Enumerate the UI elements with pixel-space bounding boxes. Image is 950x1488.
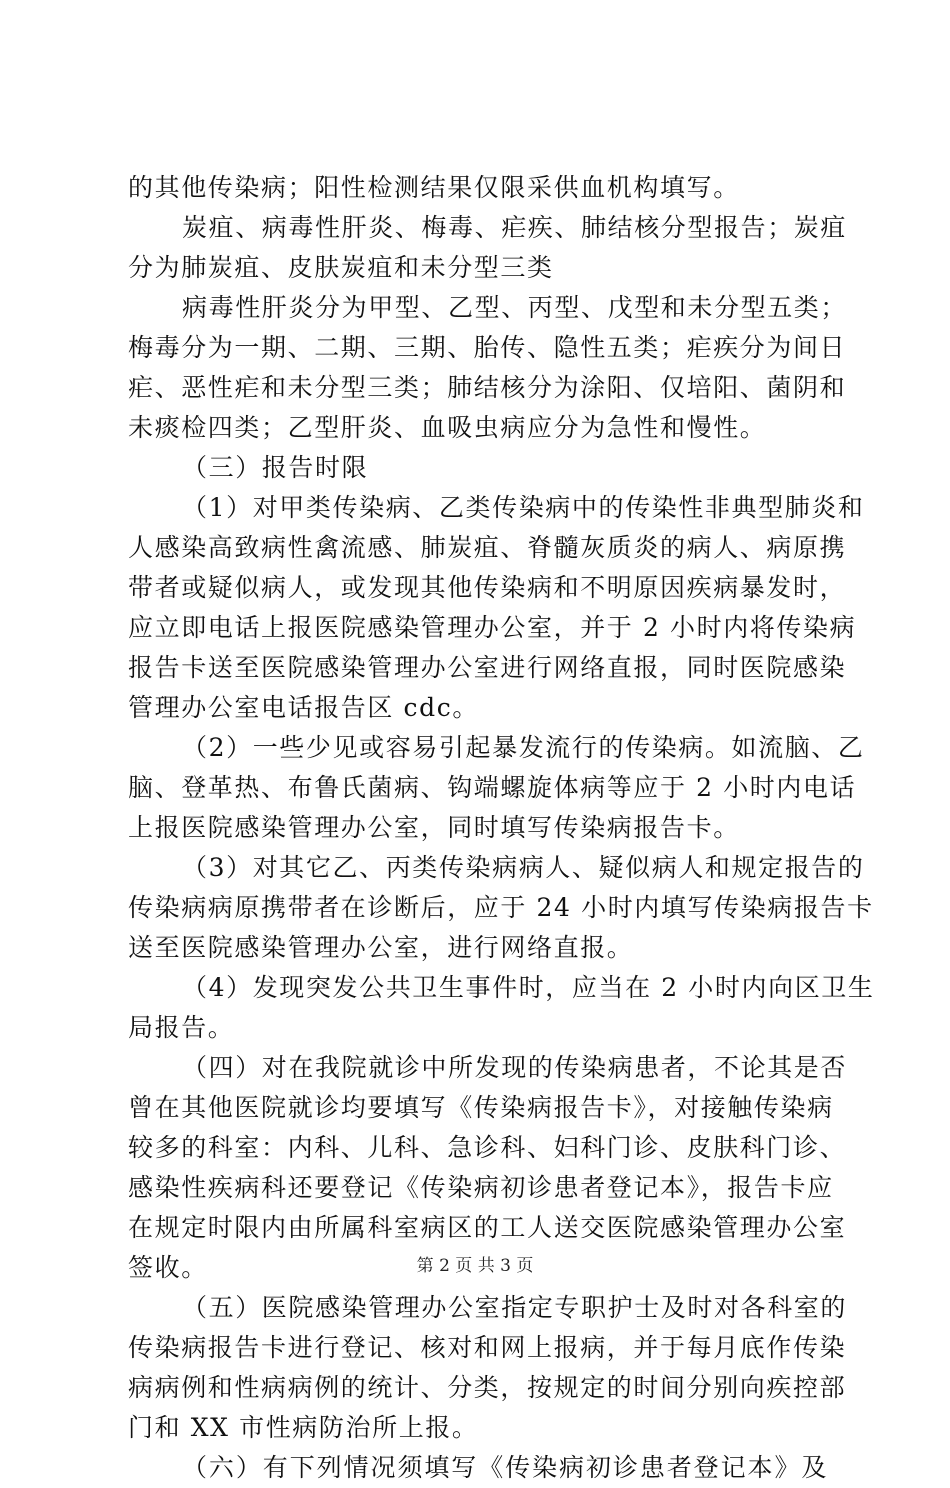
text-line: 病毒性肝炎分为甲型、乙型、丙型、戊型和未分型五类； [182,293,848,322]
text-line: 管理办公室电话报告区 cdc。 [128,693,479,722]
text-line: 感染性疾病科还要登记《传染病初诊患者登记本》，报告卡应 [128,1173,834,1202]
text-line: （四）对在我院就诊中所发现的传染病患者，不论其是否 [182,1053,848,1082]
text-line: 梅毒分为一期、二期、三期、胎传、隐性五类；疟疾分为间日 [128,333,847,362]
page-number-footer: 第 2 页 共 3 页 [416,1256,534,1276]
text-line: （六）有下列情况须填写《传染病初诊患者登记本》及 [182,1453,828,1482]
text-line: 脑、登革热、布鲁氏菌病、钩端螺旋体病等应于 2 小时内电话 [128,773,857,802]
section-heading: （三）报告时限 [182,453,369,482]
text-line: 在规定时限内由所属科室病区的工人送交医院感染管理办公室 [128,1213,847,1242]
document-body [128,168,875,1488]
text-line: 的其他传染病；阳性检测结果仅限采供血机构填写。 [128,173,740,202]
text-line: 局报告。 [128,1013,235,1042]
text-line: 人感染高致病性禽流感、肺炭疽、脊髓灰质炎的病人、病原携 [128,533,847,562]
text-line: 上报医院感染管理办公室，同时填写传染病报告卡。 [128,813,740,842]
text-line: （4）发现突发公共卫生事件时，应当在 2 小时内向区卫生 [182,973,875,1002]
text-line: 应立即电话上报医院感染管理办公室，并于 2 小时内将传染病 [128,613,857,642]
text-line: 报告卡送至医院感染管理办公室进行网络直报，同时医院感染 [128,653,847,682]
text-line: 带者或疑似病人，或发现其他传染病和不明原因疾病暴发时， [128,573,847,602]
text-line: （2）一些少见或容易引起暴发流行的传染病。如流脑、乙 [182,733,865,762]
text-line: 未痰检四类；乙型肝炎、血吸虫病应分为急性和慢性。 [128,413,767,442]
text-line: 病病例和性病病例的统计、分类，按规定的时间分别向疾控部 [128,1373,847,1402]
text-line: 较多的科室：内科、儿科、急诊科、妇科门诊、皮肤科门诊、 [128,1133,847,1162]
text-line: 传染病病原携带者在诊断后，应于 24 小时内填写传染病报告卡 [128,893,874,922]
text-line: 传染病报告卡进行登记、核对和网上报病，并于每月底作传染 [128,1333,847,1362]
text-line: （1）对甲类传染病、乙类传染病中的传染性非典型肺炎和 [182,493,865,522]
text-line: 曾在其他医院就诊均要填写《传染病报告卡》，对接触传染病 [128,1093,834,1122]
text-line: 签收。 [128,1253,208,1282]
text-line: 送至医院感染管理办公室，进行网络直报。 [128,933,634,962]
text-line: （3）对其它乙、丙类传染病病人、疑似病人和规定报告的 [182,853,865,882]
text-line: 门和 XX 市性病防治所上报。 [128,1413,479,1442]
text-line: 分为肺炭疽、皮肤炭疽和未分型三类 [128,253,554,282]
text-line: 炭疽、病毒性肝炎、梅毒、疟疾、肺结核分型报告；炭疽 [182,213,848,242]
text-line: 疟、恶性疟和未分型三类；肺结核分为涂阳、仅培阳、菌阴和 [128,373,847,402]
text-line: （五）医院感染管理办公室指定专职护士及时对各科室的 [182,1293,848,1322]
